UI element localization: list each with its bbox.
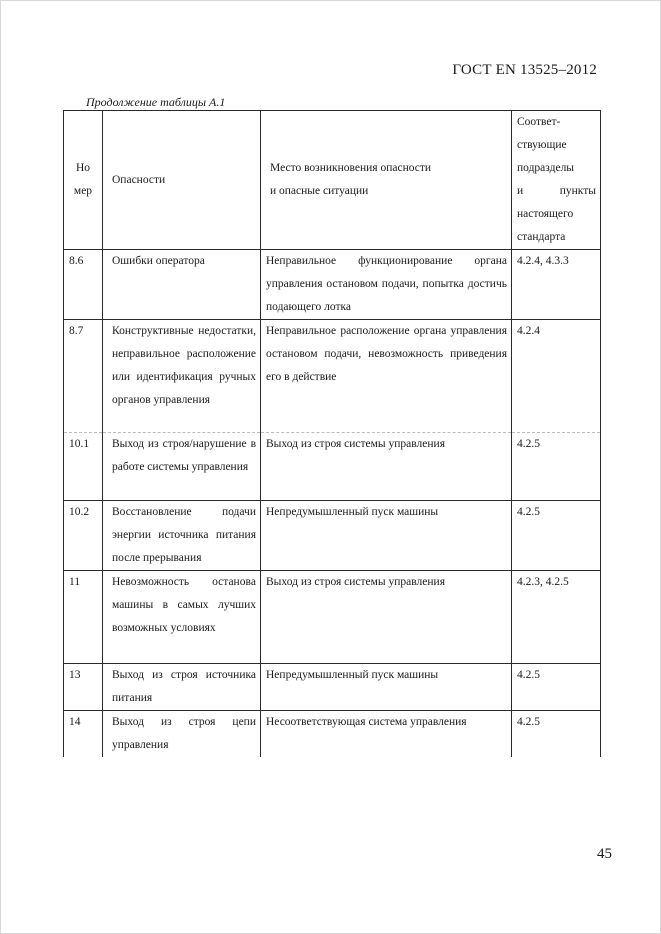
row-hazard: Выход из строя цепи управления bbox=[103, 711, 261, 758]
row-references: 4.2.4, 4.3.3 bbox=[512, 250, 601, 320]
table-row bbox=[64, 433, 601, 501]
table-row bbox=[64, 320, 601, 433]
row-location: Неправильное расположение органа управления остановом подачи, невозможность приведения его в действие bbox=[261, 320, 512, 433]
row-number: 13 bbox=[64, 664, 103, 711]
row-location: Выход из строя системы управления bbox=[261, 433, 512, 501]
row-references: 4.2.5 bbox=[512, 664, 601, 711]
row-number: 8.7 bbox=[64, 320, 103, 433]
table-row bbox=[64, 711, 601, 758]
row-hazard: Выход из строя источника питания bbox=[103, 664, 261, 711]
row-number: 8.6 bbox=[64, 250, 103, 320]
hazards-table bbox=[63, 110, 601, 757]
table-caption: Продолжение таблицы А.1 bbox=[86, 95, 226, 109]
row-hazard: Восстановление подачи энергии источника питания после прерывания bbox=[103, 501, 261, 571]
table-header-row bbox=[64, 111, 601, 250]
row-number: 11 bbox=[64, 571, 103, 664]
row-references: 4.2.5 bbox=[512, 433, 601, 501]
table-row bbox=[64, 571, 601, 664]
header-references: Соответ- ствующие подразделы и пункты настоящего стандарта bbox=[512, 111, 601, 250]
row-location: Неправильное функционирование органа управления остановом подачи, попытка достичь подающего лотка bbox=[261, 250, 512, 320]
row-hazard: Конструктивные недостатки, неправильное расположение или идентификация ручных органов управления bbox=[103, 320, 261, 433]
row-location: Непредумышленный пуск машины bbox=[261, 501, 512, 571]
standard-code-header: ГОСТ EN 13525–2012 bbox=[452, 62, 597, 78]
row-hazard: Выход из строя/нарушение в работе системы управления bbox=[103, 433, 261, 501]
row-location: Выход из строя системы управления bbox=[261, 571, 512, 664]
row-references: 4.2.5 bbox=[512, 501, 601, 571]
row-location: Непредумышленный пуск машины bbox=[261, 664, 512, 711]
row-references: 4.2.4 bbox=[512, 320, 601, 433]
row-number: 10.2 bbox=[64, 501, 103, 571]
row-references: 4.2.5 bbox=[512, 711, 601, 758]
page-number: 45 bbox=[597, 846, 612, 862]
header-hazards: Опасности bbox=[103, 111, 261, 250]
row-number: 14 bbox=[64, 711, 103, 758]
header-location: Место возникновения опасности и опасные ситуации bbox=[261, 111, 512, 250]
row-hazard: Ошибки оператора bbox=[103, 250, 261, 320]
table-row bbox=[64, 250, 601, 320]
row-number: 10.1 bbox=[64, 433, 103, 501]
table-row bbox=[64, 664, 601, 711]
row-location: Несоответствующая система управления bbox=[261, 711, 512, 758]
header-number: Но мер bbox=[64, 111, 103, 250]
row-references: 4.2.3, 4.2.5 bbox=[512, 571, 601, 664]
row-hazard: Невозможность остановa машины в самых лучших возможных условиях bbox=[103, 571, 261, 664]
table-row bbox=[64, 501, 601, 571]
